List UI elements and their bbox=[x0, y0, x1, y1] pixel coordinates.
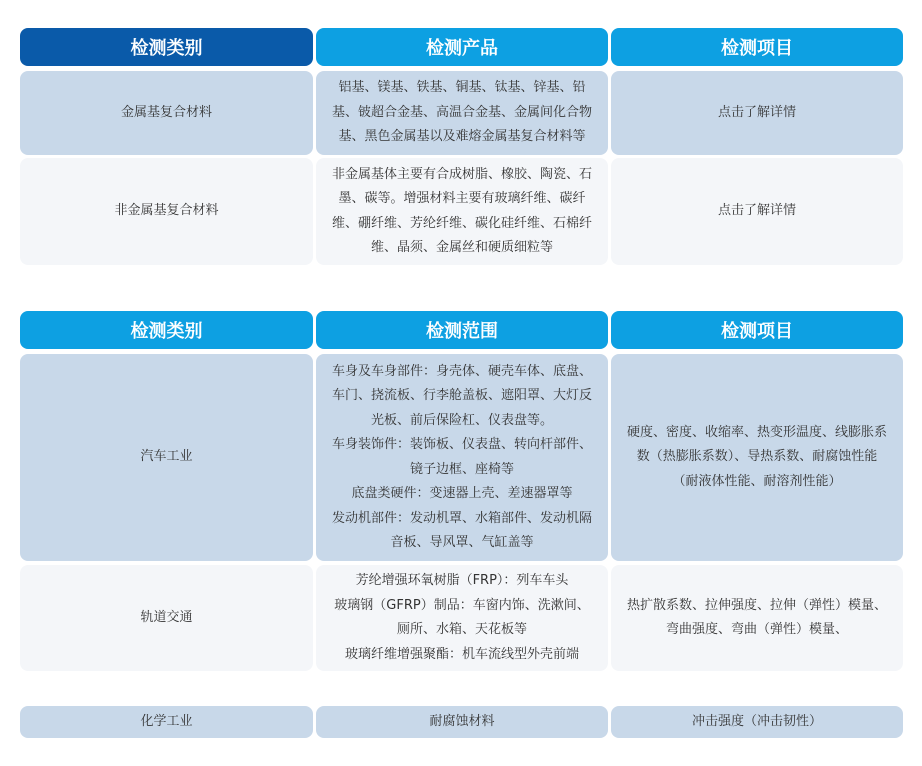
table1-row1-details-link[interactable]: 点击了解详情 bbox=[611, 71, 903, 155]
table2-header-scope: 检测范围 bbox=[316, 311, 608, 349]
text-line: 光板、前后保险杠、仪表盘等。 bbox=[370, 412, 553, 428]
text-line: 镜子边框、座椅等 bbox=[409, 461, 514, 477]
table2-row1-category: 汽车工业 bbox=[20, 354, 313, 561]
text-line: 发动机部件：发动机罩、水箱部件、发动机隔 bbox=[331, 510, 592, 526]
table2-header-category: 检测类别 bbox=[20, 311, 313, 349]
text-line: 非金属基体主要有合成树脂、橡胶、陶瓷、石 bbox=[331, 166, 592, 182]
text-line: 墨、碳等。增强材料主要有玻璃纤维、碳纤 bbox=[338, 191, 586, 206]
text-line: 芳纶增强环氧树脂（FRP）：列车车头 bbox=[355, 573, 569, 588]
table2-row2-category: 轨道交通 bbox=[20, 565, 313, 671]
table2-row2-scope bbox=[316, 565, 608, 671]
text-line: 玻璃钢（GFRP）制品：车窗内饰、洗漱间、 bbox=[334, 597, 590, 613]
table1-row2-category: 非金属基复合材料 bbox=[20, 158, 313, 265]
text-line: 维、硼纤维、芳纶纤维、碳化硅纤维、石棉纤 bbox=[331, 215, 592, 231]
table1-row1-category: 金属基复合材料 bbox=[20, 71, 313, 155]
text-line: 玻璃纤维增强聚酯：机车流线型外壳前端 bbox=[344, 646, 579, 662]
table3-row1-category: 化学工业 bbox=[20, 706, 313, 738]
text-line: 基、黑色金属基以及难熔金属基复合材料等 bbox=[338, 129, 586, 145]
table1-row1-products bbox=[316, 71, 608, 155]
text-line: 底盘类硬件：变速器上壳、差速器罩等 bbox=[351, 486, 573, 501]
table1-header-category: 检测类别 bbox=[20, 28, 313, 66]
text-line: 车身及车身部件：身壳体、硬壳车体、底盘、 bbox=[331, 363, 592, 379]
text-line: 基、铍超合金基、高温合金基、金属间化合物 bbox=[331, 104, 592, 120]
text-line: 硬度、密度、收缩率、热变形温度、线膨胀系 bbox=[626, 424, 887, 440]
text-line: 维、晶须、金属丝和硬质细粒等 bbox=[370, 240, 553, 255]
text-line: 弯曲强度、弯曲（弹性）模量、 bbox=[665, 622, 848, 637]
table2-header-items: 检测项目 bbox=[611, 311, 903, 349]
text-line: （耐液体性能、耐溶剂性能） bbox=[672, 473, 842, 489]
table1-header-products: 检测产品 bbox=[316, 28, 608, 66]
table2-row2-items bbox=[611, 565, 903, 671]
text-line: 厕所、水箱、天花板等 bbox=[396, 622, 527, 637]
text-line: 车身装饰件：装饰板、仪表盘、转向杆部件、 bbox=[331, 437, 592, 452]
table1-header-items: 检测项目 bbox=[611, 28, 903, 66]
table3-row1-items: 冲击强度（冲击韧性） bbox=[611, 706, 903, 738]
text-line: 数（热膨胀系数）、导热系数、耐腐蚀性能 bbox=[636, 449, 878, 465]
text-line: 热扩散系数、拉伸强度、拉伸（弹性）模量、 bbox=[626, 597, 887, 613]
text-line: 音板、导风罩、气缸盖等 bbox=[390, 535, 534, 550]
table1-row2-products bbox=[316, 158, 608, 265]
table2-row1-items bbox=[611, 354, 903, 561]
text-line: 车门、挠流板、行李舱盖板、遮阳罩、大灯反 bbox=[331, 388, 592, 403]
text-line: 铝基、镁基、铁基、铜基、钛基、锌基、铅 bbox=[338, 80, 586, 96]
table2-row1-scope bbox=[316, 354, 608, 561]
table3-row1-scope: 耐腐蚀材料 bbox=[316, 706, 608, 738]
table1-row2-details-link[interactable]: 点击了解详情 bbox=[611, 158, 903, 265]
